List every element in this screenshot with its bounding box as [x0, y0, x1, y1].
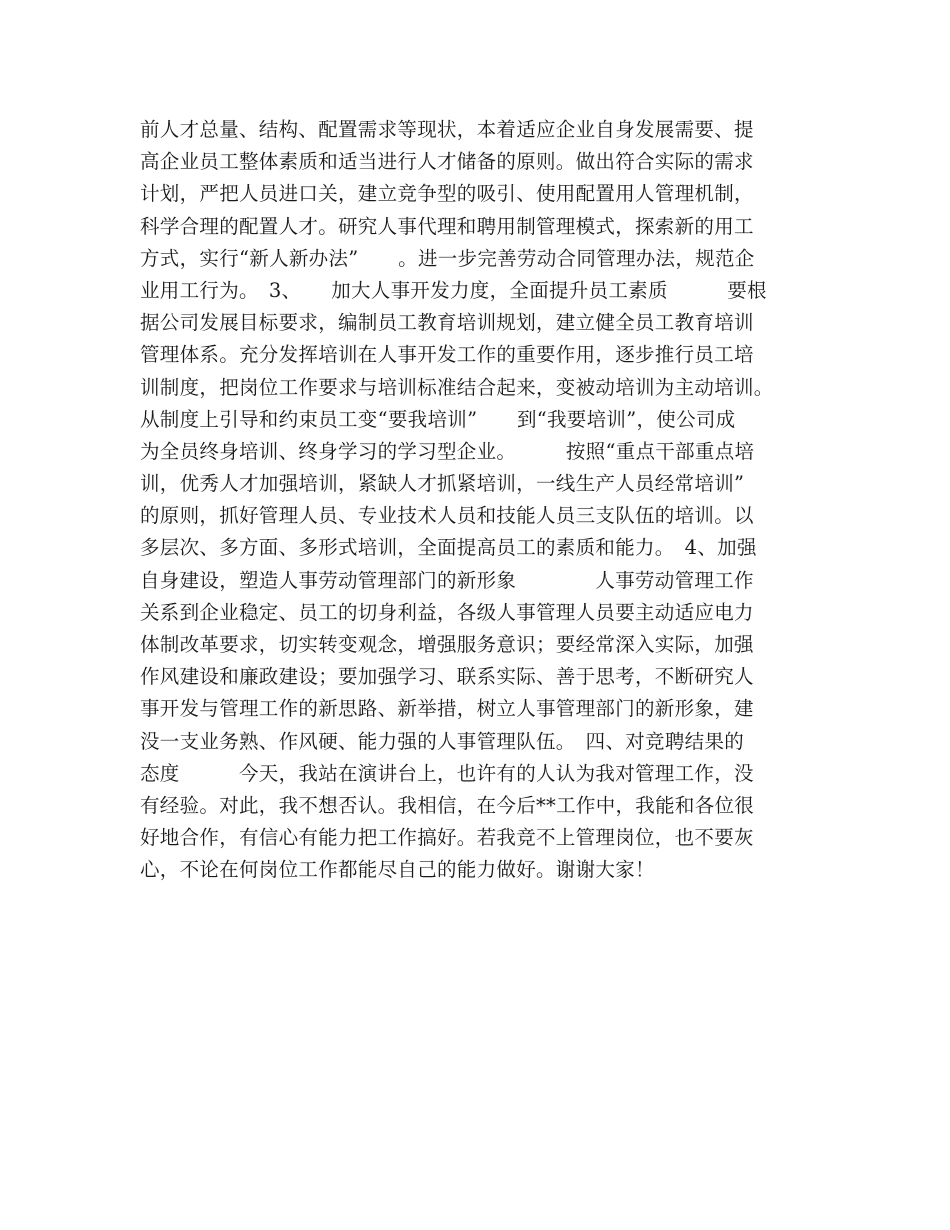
- text-line: 好地合作，有信心有能力把工作搞好。若我竞不上管理岗位，也不要灰: [140, 826, 754, 850]
- text-line: 体制改革要求，切实转变观念，增强服务意识；要经常深入实际，加强: [140, 633, 754, 656]
- text-line: 计划，严把人员进口关，建立竞争型的吸引、使用配置用人管理机制，: [140, 182, 754, 206]
- text-line: 态度 今天，我站在演讲台上，也许有的人认为我对管理工作，没: [140, 761, 754, 785]
- text-line: 的原则，抓好管理人员、专业技术人员和技能人员三支队伍的培训。以: [140, 504, 754, 528]
- text-line: 多层次、多方面、多形式培训，全面提高员工的素质和能力。 4、加强: [140, 536, 757, 560]
- text-line: 据公司发展目标要求，编制员工教育培训规划，建立健全员工教育培训: [140, 311, 754, 335]
- text-line: 从制度上引导和约束员工变“要我培训” 到“我要培训”，使公司成: [140, 407, 736, 431]
- text-line: 高企业员工整体素质和适当进行人才储备的原则。做出符合实际的需求: [140, 150, 754, 174]
- text-line: 没一支业务熟、作风硬、能力强的人事管理队伍。 四、对竞聘结果的: [140, 729, 745, 753]
- text-line: 训制度，把岗位工作要求与培训标准结合起来，变被动培训为主动培训。: [140, 375, 774, 399]
- text-line: 训，优秀人才加强培训，紧缺人才抓紧培训，一线生产人员经常培训”: [140, 472, 745, 496]
- text-line: 关系到企业稳定、员工的切身利益，各级人事管理人员要主动适应电力: [140, 600, 754, 624]
- text-line: 心，不论在何岗位工作都能尽自己的能力做好。谢谢大家！: [140, 858, 655, 882]
- text-line: 有经验。对此，我不想否认。我相信，在今后**工作中，我能和各位很: [140, 793, 755, 817]
- text-line: 事开发与管理工作的新思路、新举措，树立人事管理部门的新形象，建: [140, 697, 754, 721]
- text-line: 为全员终身培训、终身学习的学习型企业。 按照“重点干部重点培: [140, 439, 755, 463]
- text-line: 业用工行为。 3、 加大人事开发力度，全面提升员工素质 要根: [140, 278, 767, 302]
- body-text: [140, 114, 830, 887]
- text-line: 科学合理的配置人才。研究人事代理和聘用制管理模式，探索新的用工: [140, 214, 754, 238]
- text-line: 管理体系。充分发挥培训在人事开发工作的重要作用，逐步推行员工培: [140, 343, 754, 367]
- text-line: 方式，实行“新人新办法” 。进一步完善劳动合同管理办法，规范企: [140, 246, 755, 270]
- text-line: 前人才总量、结构、配置需求等现状，本着适应企业自身发展需要、提: [140, 118, 754, 141]
- text-line: 自身建设，塑造人事劳动管理部门的新形象 人事劳动管理工作: [140, 568, 754, 592]
- text-line: 作风建设和廉政建设；要加强学习、联系实际、善于思考，不断研究人: [140, 665, 754, 689]
